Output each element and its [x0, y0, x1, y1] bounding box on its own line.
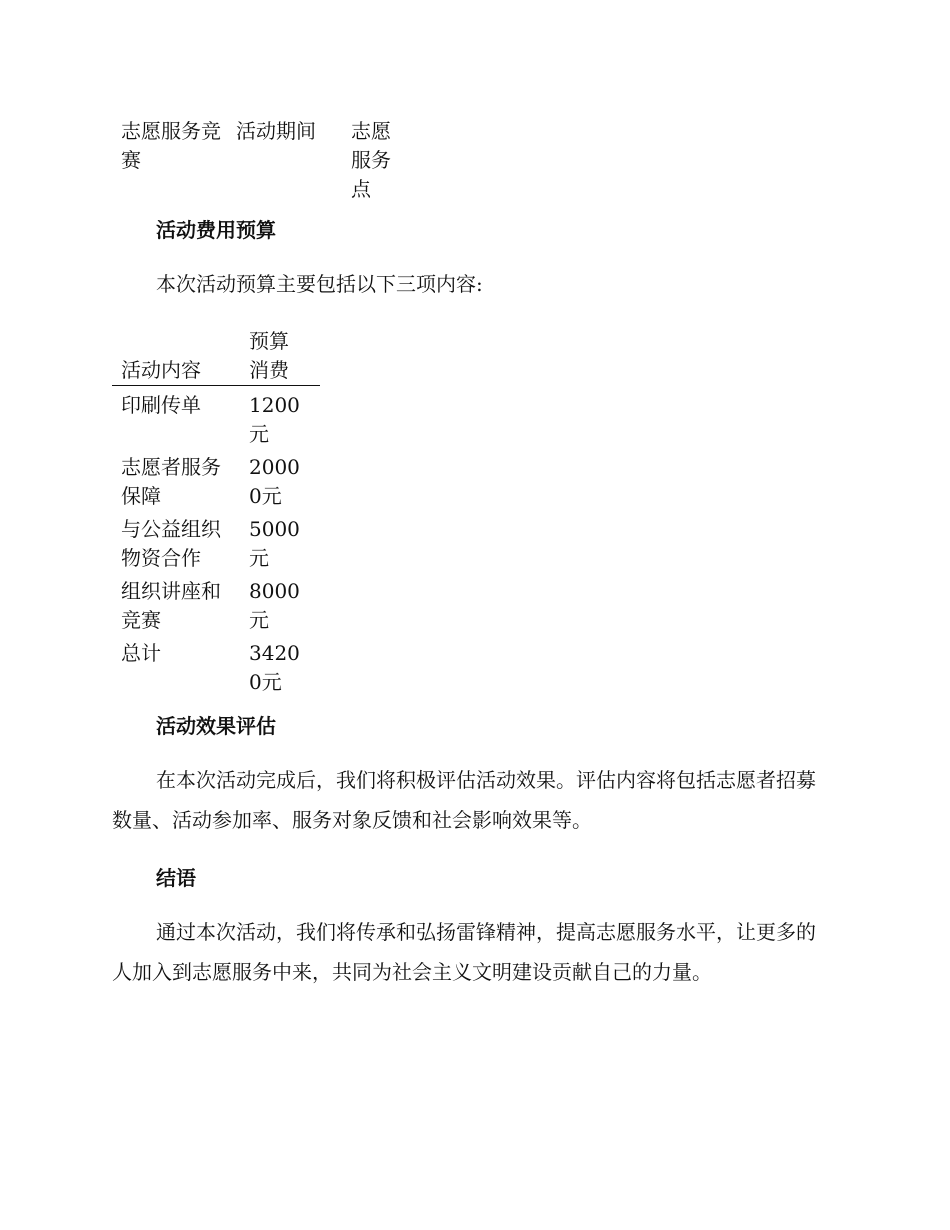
- budget-header-item: 活动内容: [121, 358, 201, 382]
- schedule-location-cell: 志愿服务点: [351, 119, 391, 201]
- schedule-activity-cell: 志愿服务竞赛: [121, 119, 221, 172]
- budget-amount: 1200元: [249, 393, 300, 446]
- schedule-time-cell: 活动期间: [236, 119, 316, 143]
- budget-item: 组织讲座和竞赛: [121, 579, 221, 632]
- budget-item: 与公益组织物资合作: [121, 517, 221, 570]
- table-row: [112, 448, 320, 510]
- budget-table-header: [112, 327, 320, 386]
- budget-table: [112, 327, 320, 696]
- budget-item: 印刷传单: [121, 393, 201, 417]
- budget-amount: 34200元: [249, 641, 300, 694]
- budget-intro-text: 本次活动预算主要包括以下三项内容:: [156, 272, 483, 296]
- budget-amount: 20000元: [249, 455, 300, 508]
- conclusion-text: 通过本次活动，我们将传承和弘扬雷锋精神，提高志愿服务水平，让更多的人加入到志愿服务中来，共同为社会主义文明建设贡献自己的力量。: [112, 920, 816, 984]
- table-row: [112, 510, 320, 572]
- budget-item: 志愿者服务保障: [121, 455, 221, 508]
- budget-intro: [112, 264, 832, 304]
- evaluation-text: 在本次活动完成后，我们将积极评估活动效果。评估内容将包括志愿者招募数量、活动参加率、服务对象反馈和社会影响效果等。: [112, 768, 816, 832]
- conclusion-paragraph: [112, 912, 832, 992]
- conclusion-heading: 结语: [156, 866, 196, 890]
- budget-header-amount: 预算消费: [249, 329, 289, 382]
- evaluation-paragraph: [112, 760, 832, 840]
- evaluation-heading: 活动效果评估: [156, 714, 276, 738]
- budget-heading: 活动费用预算: [156, 218, 276, 242]
- budget-amount: 5000元: [249, 517, 300, 570]
- budget-amount: 8000元: [249, 579, 300, 632]
- table-row: [112, 386, 320, 448]
- table-row: [112, 572, 320, 634]
- table-row: [112, 634, 320, 696]
- budget-item: 总计: [121, 641, 161, 665]
